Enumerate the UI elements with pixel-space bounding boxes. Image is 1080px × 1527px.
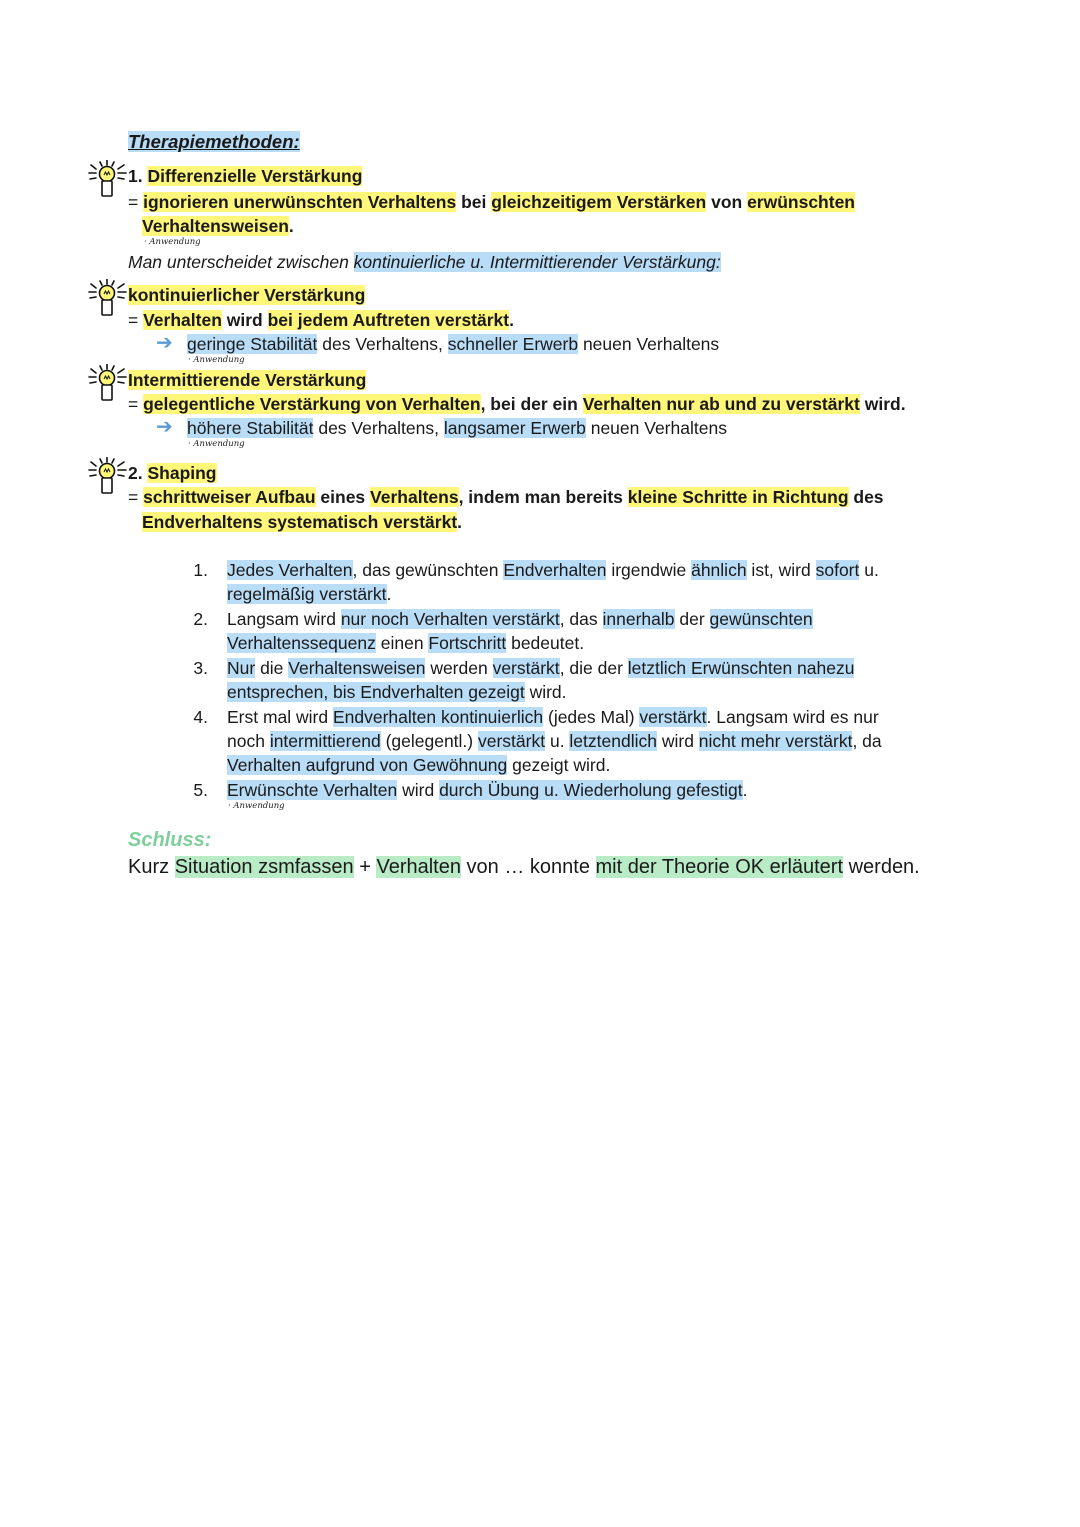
step-text: Langsam wird [227,609,341,629]
step-text: irgendwie [606,560,692,580]
step-text: Verhaltensweisen [288,658,426,678]
def-text: . [288,216,294,236]
definition-line [142,511,462,533]
step-text: . [386,584,392,604]
step-text: . [742,780,748,800]
step-text: wird. [524,682,567,702]
def-text: ignorieren unerwünschten Verhaltens [143,192,457,212]
def-text: wird. [859,394,906,414]
list-item [227,706,879,728]
step-text: nicht mehr verstärkt [698,731,853,751]
result-text: schneller Erwerb [447,334,579,354]
list-item [227,583,391,605]
def-text: von [706,192,748,212]
heading-text: Shaping [147,463,217,483]
def-text: Verhaltens [370,487,459,507]
step-text: Verhalten aufgrund von Gewöhnung [227,755,508,775]
step-text: nur noch Verhalten verstärkt [340,609,560,629]
lightbulb-icon [86,457,130,497]
def-text: . [509,310,514,330]
result-line [187,333,719,355]
step-text: , das gewünschten [352,560,504,580]
list-number: 5. [193,780,208,800]
step-text: , da [852,731,882,751]
section-heading-differenzielle [128,165,362,187]
step-text: Fortschritt [428,633,507,653]
schluss-text [128,854,920,880]
arrow-right-icon: ➔ [156,416,173,438]
def-text: bei jedem Auftreten verstärkt [267,310,510,330]
def-text: , bei der ein [480,394,583,414]
def-text: des [848,487,884,507]
step-text: letztlich Erwünschten nahezu [627,658,855,678]
def-text: Verhaltensweisen [142,216,289,236]
list-number: 1. [193,560,208,580]
def-text: kleine Schritte in Richtung [627,487,849,507]
step-text: verstärkt [639,707,707,727]
definition-line [128,191,855,213]
schluss-part: Situation zsmfassen [174,856,354,878]
list-number: 3. [193,658,208,678]
def-text: bei [456,192,492,212]
result-text: langsamer Erwerb [443,418,586,438]
def-text: gleichzeitigem Verstärken [491,192,707,212]
step-text: letztendlich [569,731,657,751]
intro-text: kontinuierliche u. Intermittierender Verstärkung: [353,252,721,272]
step-text: regelmäßig verstärkt [227,584,387,604]
def-text: eines [315,487,371,507]
list-item [227,730,882,752]
step-text: Verhaltenssequenz [227,633,376,653]
title-text: Therapiemethoden: [128,131,300,152]
step-text: gewünschten [709,609,813,629]
list-item [227,681,567,703]
def-eq: = [128,192,144,212]
anwendung-note: · Anwendung [228,801,285,811]
step-text: bedeutet. [506,633,585,653]
intro-line [128,251,721,273]
step-text: verstärkt [492,658,560,678]
anwendung-note: · Anwendung [144,237,201,247]
arrow-right-icon: ➔ [156,332,173,354]
list-item [227,608,813,630]
list-number: 4. [193,707,208,727]
step-text: innerhalb [602,609,675,629]
step-text: ist, wird [746,560,816,580]
step-text: die [255,658,289,678]
step-text: Erwünschte Verhalten [227,780,398,800]
section-heading-intermittierend [128,369,366,391]
result-text: höhere Stabilität [187,418,314,438]
list-item [227,779,747,801]
lightbulb-icon [86,364,130,404]
intro-text: Man unterscheidet zwischen [128,252,354,272]
schluss-part: Verhalten [376,856,461,878]
result-text: neuen Verhaltens [578,334,720,354]
list-item [227,657,854,679]
step-text: , die der [559,658,628,678]
def-text: erwünschten [747,192,856,212]
step-text: Erst mal wird [227,707,333,727]
step-text: Endverhalten [503,560,607,580]
definition-line [128,309,514,331]
step-text: Jedes Verhalten [227,560,353,580]
page-title [128,131,300,153]
schluss-part: Kurz [128,856,175,878]
definition-line [128,393,906,415]
schluss-heading: Schluss: [128,829,212,851]
schluss-part: mit der Theorie OK erläutert [595,856,844,878]
list-item [227,754,610,776]
result-text: geringe Stabilität [187,334,318,354]
step-text: entsprechen, bis Endverhalten gezeigt [227,682,525,702]
step-text: durch Übung u. Wiederholung gefestigt [439,780,743,800]
list-item [227,559,879,581]
step-text: gezeigt wird. [507,755,611,775]
heading-text: kontinuierlicher Verstärkung [128,285,366,305]
def-text: gelegentliche Verstärkung von Verhalten [143,394,481,414]
step-text: wird [397,780,440,800]
definition-line [142,215,294,237]
def-text: wird [221,310,268,330]
step-text: (gelegentl.) [380,731,478,751]
lightbulb-icon [86,279,130,319]
result-text: neuen Verhaltens [585,418,727,438]
def-text: schrittweiser Aufbau [143,487,316,507]
section-heading-kontinuierlich [128,284,365,306]
result-text: des Verhaltens, [317,334,448,354]
step-text: der [674,609,710,629]
step-text: wird [656,731,699,751]
list-number: 2. [193,609,208,629]
step-text: Endverhalten kontinuierlich [332,707,544,727]
definition-line [128,486,884,508]
lightbulb-icon [86,160,130,200]
schluss-part: von … konnte [460,856,596,878]
def-eq: = [128,310,144,330]
step-text: verstärkt [477,731,546,751]
step-text: (jedes Mal) [543,707,640,727]
list-item [227,632,584,654]
schluss-part: + [353,856,377,878]
def-text: Verhalten nur ab und zu verstärkt [582,394,860,414]
heading-number: 1. [128,166,148,186]
step-text: noch [227,731,270,751]
def-text: Verhalten [143,310,222,330]
def-text: , indem man bereits [458,487,628,507]
heading-text: Differenzielle Verstärkung [147,166,363,186]
step-text: intermittierend [269,731,381,751]
heading-text: Intermittierende Verstärkung [128,370,367,390]
step-text: ähnlich [691,560,747,580]
step-text: u. [545,731,570,751]
result-text: des Verhaltens, [313,418,444,438]
step-text: einen [375,633,429,653]
step-text: Nur [227,658,256,678]
def-text: . [457,512,463,532]
step-text: , das [559,609,603,629]
step-text: u. [859,560,879,580]
def-text: Endverhaltens systematisch verstärkt [142,512,458,532]
def-eq: = [128,487,144,507]
anwendung-note: · Anwendung [188,355,245,365]
result-line [187,417,727,439]
section-heading-shaping [128,462,217,484]
step-text: . Langsam wird es nur [706,707,879,727]
step-text: sofort [815,560,860,580]
heading-number: 2. [128,463,148,483]
step-text: werden [425,658,493,678]
schluss-part: werden. [843,856,920,878]
def-eq: = [128,394,144,414]
anwendung-note: · Anwendung [188,439,245,449]
